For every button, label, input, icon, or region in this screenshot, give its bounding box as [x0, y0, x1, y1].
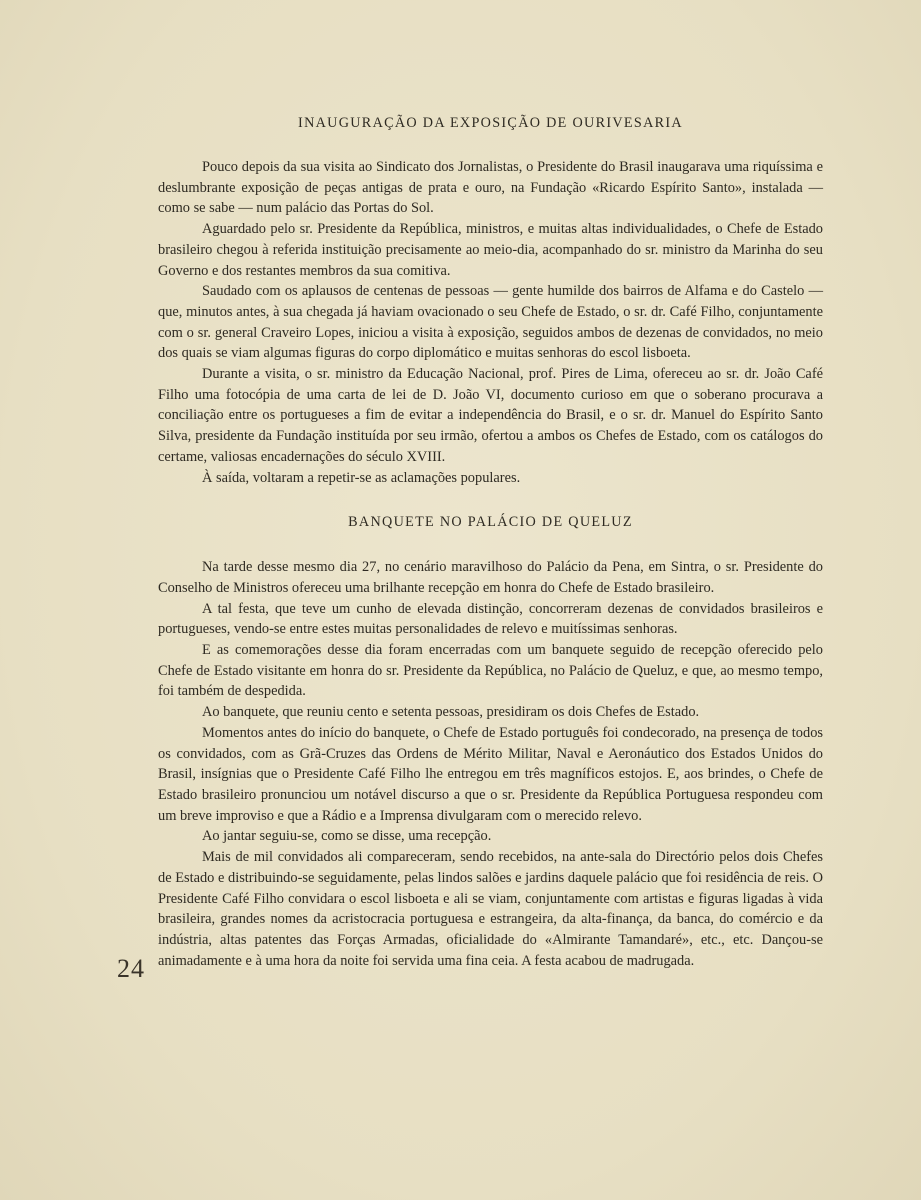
text-column — [158, 115, 823, 971]
section-heading-banquete: BANQUETE NO PALÁCIO DE QUELUZ — [348, 514, 633, 531]
page-number: 24 — [117, 954, 145, 983]
paragraph: Pouco depois da sua visita ao Sindicato dos Jornalistas, o Presidente do Brasil inaugarava uma riquíssima e deslumbrante exposição de peças antigas de prata e ouro, na Fundação «Ricardo Espírito Santo», instalada — como se sabe — num palácio das Portas do Sol. — [158, 159, 823, 217]
paragraph: Na tarde desse mesmo dia 27, no cenário maravilhoso do Palácio da Pena, em Sintra, o sr. Presidente do Conselho de Ministros ofereceu uma brilhante recepção em honra do Chefe de Estado brasileiro. — [158, 559, 823, 596]
paragraph: Saudado com os aplausos de centenas de pessoas — gente humilde dos bairros de Alfama e do Castelo — que, minutos antes, à sua chegada já haviam ovacionado o seu Chefe de Estado, o sr. dr. Café Filho, conjuntamente com o sr. general Craveiro Lopes, iniciou a visita à exposição, seguidos ambos de dezenas de convidados, no meio dos quais se viam algumas figuras do corpo diplomático e muitas senhoras do escol lisboeta. — [158, 283, 823, 362]
paragraph: Ao jantar seguiu-se, como se disse, uma recepção. — [202, 828, 492, 845]
paragraph: Ao banquete, que reuniu cento e setenta pessoas, presidiram os dois Chefes de Estado. — [202, 704, 700, 721]
paragraph: À saída, voltaram a repetir-se as aclamações populares. — [202, 469, 521, 486]
paragraph: Aguardado pelo sr. Presidente da República, ministros, e muitas altas individualidades, o Chefe de Estado brasileiro chegou à referida instituição precisamente ao meio-dia, acompanhado do sr. ministro da Marinha do seu Governo e dos restantes membros da sua comitiva. — [158, 221, 823, 279]
paragraph: E as comemorações desse dia foram encerradas com um banquete seguido de recepção oferecido pelo Chefe de Estado visitante em honra do sr. Presidente da República, no Palácio de Queluz, e que, ao mesmo tempo, foi também de despedida. — [158, 642, 823, 700]
section-heading-exposicao: INAUGURAÇÃO DA EXPOSIÇÃO DE OURIVESARIA — [298, 115, 683, 131]
paragraph: Durante a visita, o sr. ministro da Educação Nacional, prof. Pires de Lima, ofereceu ao sr. dr. João Café Filho uma fotocópia de uma carta de lei de D. João VI, documento curioso em que o soberano procurava a conciliação entre os portugueses a fim de evitar a independência do Brasil, e o sr. dr. Manuel do Espírito Santo Silva, presidente da Fundação instituída por seu irmão, ofertou a ambos os Chefes de Estado, com os catálogos do certame, valiosas encadernações do século XVIII. — [158, 366, 823, 465]
paragraph: A tal festa, que teve um cunho de elevada distinção, concorreram dezenas de convidados brasileiros e portugueses, vendo-se entre estes muitas personalidades de relevo e muitíssimas senhoras. — [158, 600, 823, 638]
paragraph: Momentos antes do início do banquete, o Chefe de Estado português foi condecorado, na presença de todos os convidados, com as Grã-Cruzes das Ordens de Mérito Militar, Naval e Aeronáutico dos Estados Unidos do Brasil, insígnias que o Presidente Café Filho lhe entregou em três magníficos estojos. E, aos brindes, o Chefe de Estado brasileiro pronunciou um notável discurso a que o sr. Presidente da República Portuguesa respondeu com um breve improviso e que a Rádio e a Imprensa divulgaram com o merecido relevo. — [158, 724, 823, 824]
paragraph: Mais de mil convidados ali compareceram, sendo recebidos, na ante-sala do Directório pelos dois Chefes de Estado e distribuindo-se seguidamente, pelas lindos salões e jardins daquele palácio que foi residência de reis. O Presidente Café Filho convidara o escol lisboeta e ali se viam, conjuntamente com artistas e figuras ligadas à vida brasileira, grandes nomes da acristocracia portuguesa e estrangeira, da alta-finança, da banca, do comércio e da indústria, altas patentes das Forças Armadas, oficialidade do «Almirante Tamandaré», etc., etc. Dançou-se animadamente e à uma hora da noite foi servida uma fina ceia. A festa acabou de madrugada. — [158, 849, 823, 969]
